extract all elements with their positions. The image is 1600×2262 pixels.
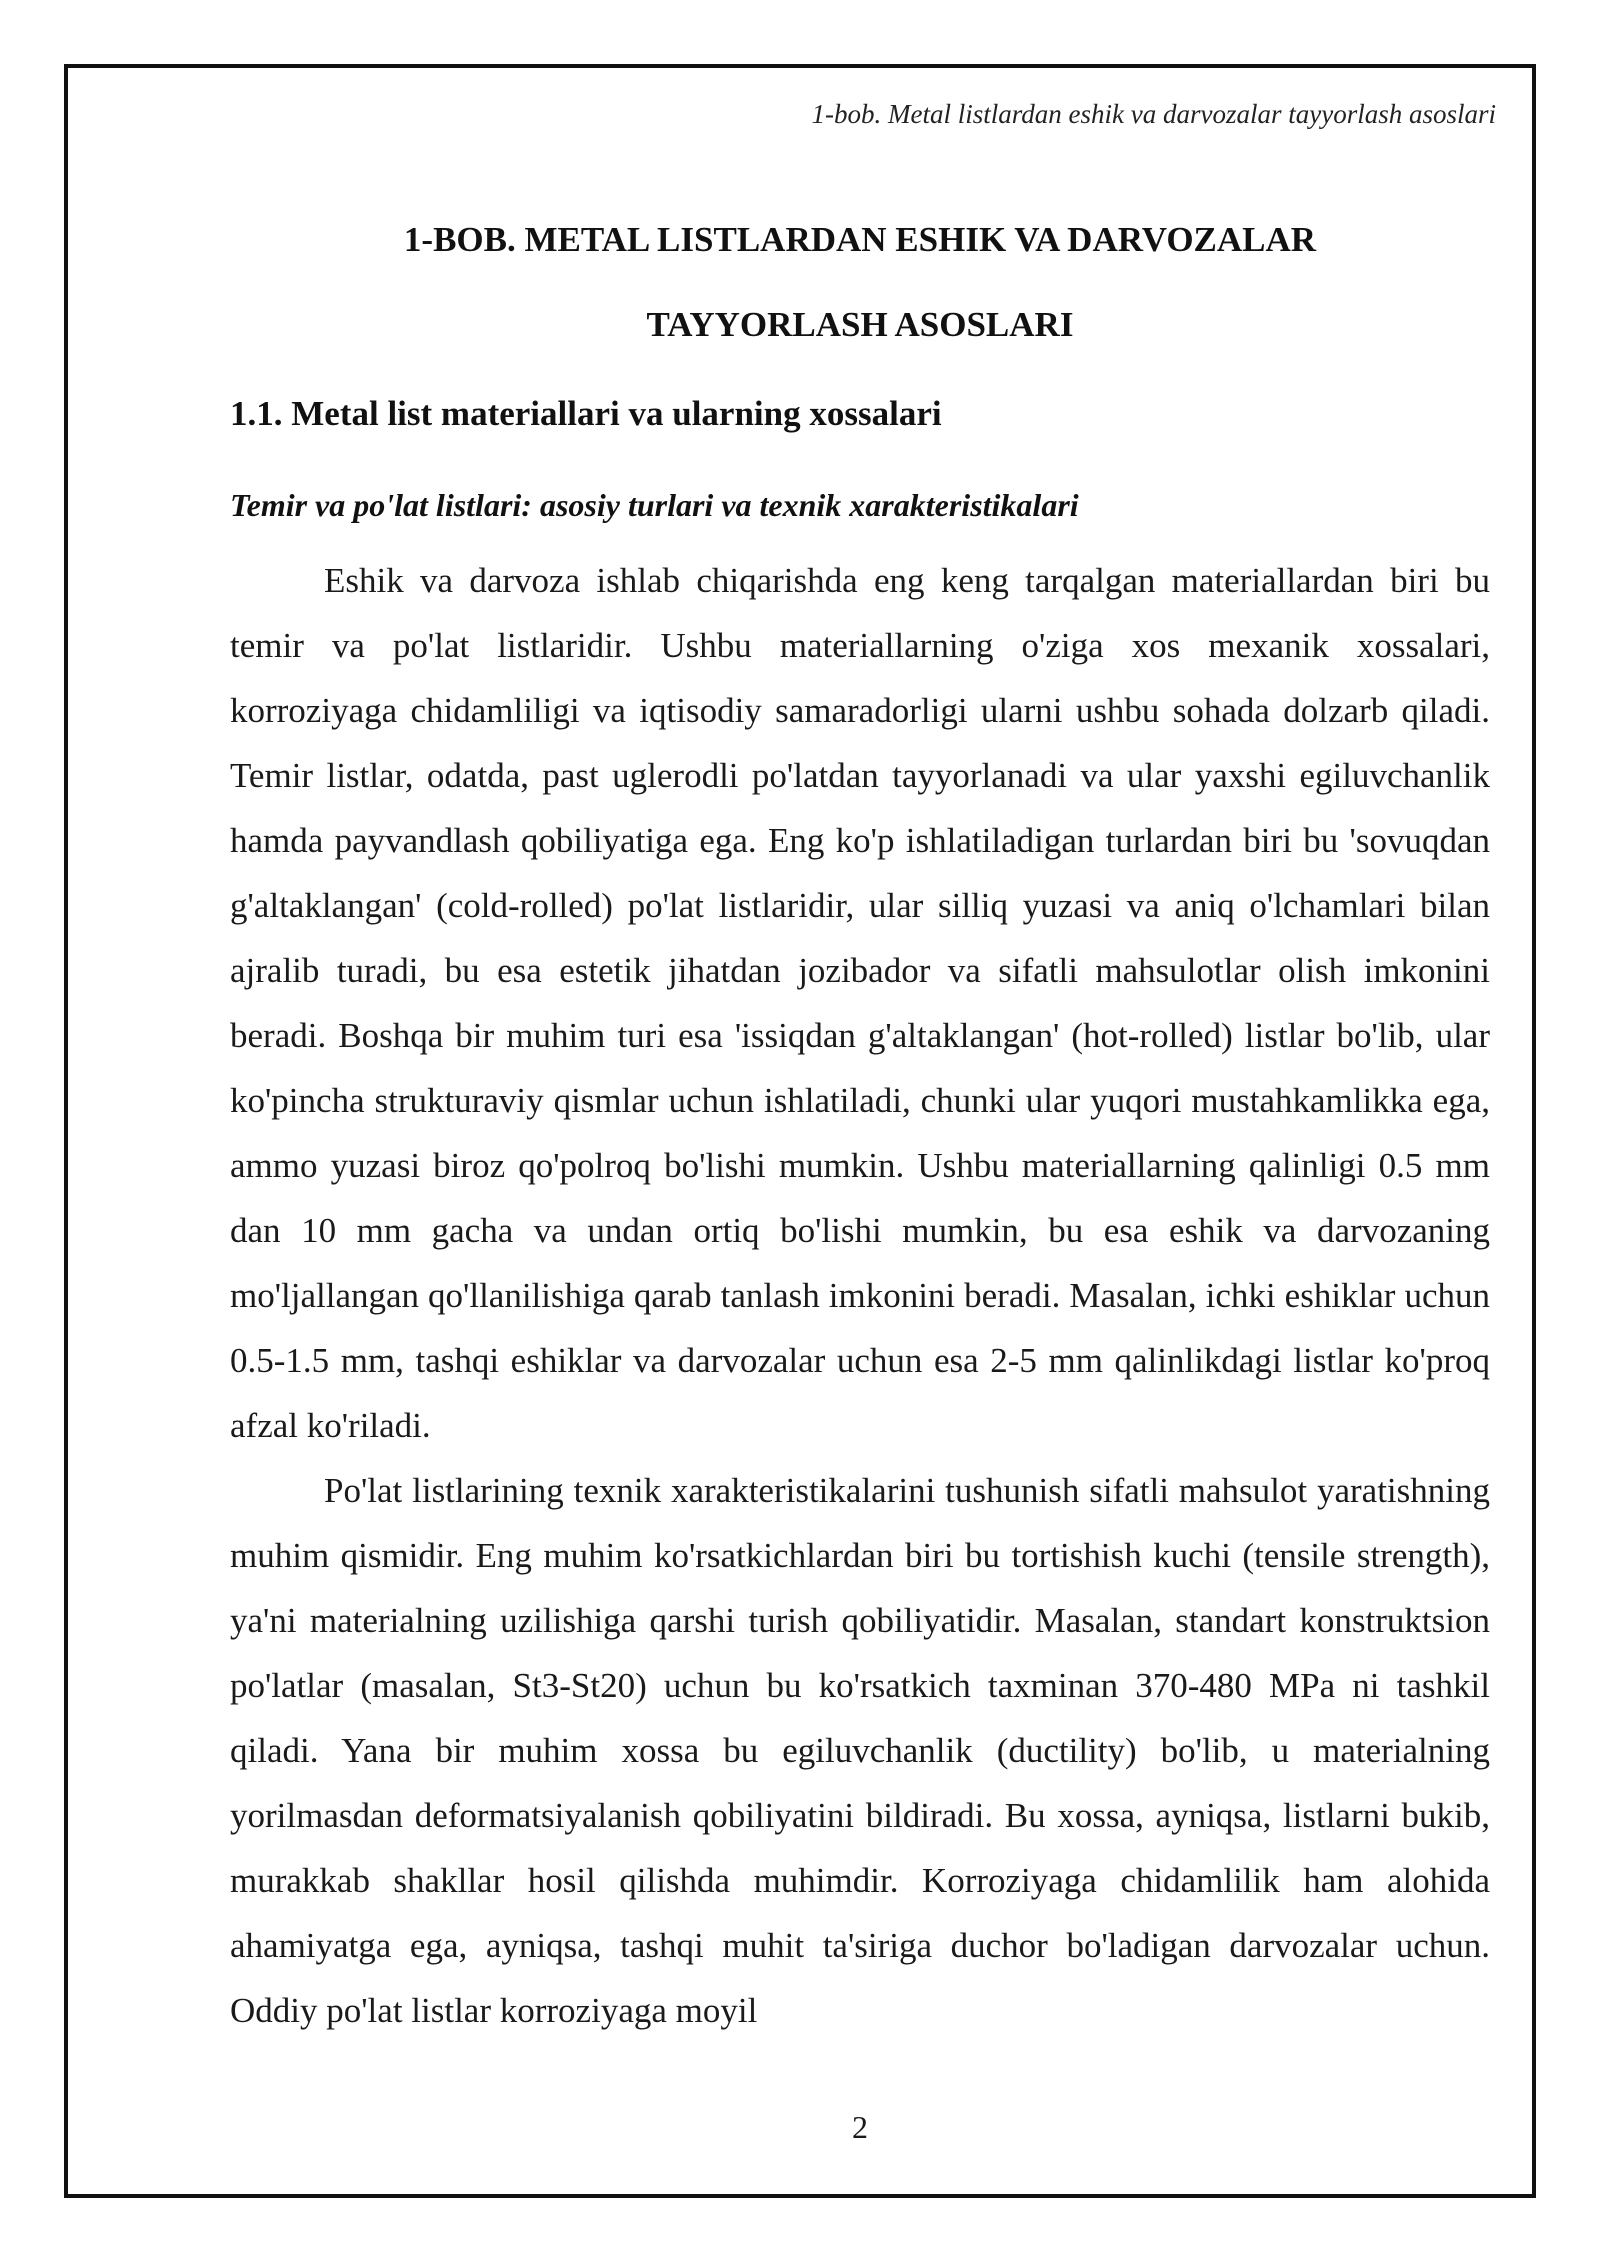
chapter-title-line-2: TAYYORLASH ASOSLARI [646, 305, 1074, 344]
running-header: 1-bob. Metal listlardan eshik va darvozalar tayyorlash asoslari [811, 99, 1496, 129]
paragraph: Po'lat listlarining texnik xarakteristikalarini tushunish sifatli mahsulot yaratishning muhim qismidir. Eng muhim ko'rsatkichlardan biri bu tortishish kuchi (tensile strength), ya'ni materialning uzilishiga qarshi turish qobiliyatidir. Masalan, standart konstruktsion po'latlar (masalan, St3-St20) uchun bu ko'rsatkich taxminan 370-480 MPa ni tashkil qiladi. Yana bir muhim xossa bu egiluvchanlik (ductility) bo'lib, u materialning yorilmasdan deformatsiyalanish qobiliyatini bildiradi. Bu xossa, ayniqsa, listlarni bukib, murakkab shakllar hosil qilishda muhimdir. Korroziyaga chidamlilik ham alohida ahamiyatga ega, ayniqsa, tashqi muhit ta'siriga duchor bo'ladigan darvozalar uchun. Oddiy po'lat listlar korroziyaga moyil [230, 1471, 1490, 2030]
section-title: 1.1. Metal list materiallari va ularning xossalari [230, 394, 942, 433]
body-text [230, 548, 1490, 2043]
paragraph: Eshik va darvoza ishlab chiqarishda eng keng tarqalgan materiallardan biri bu temir va po'lat listlaridir. Ushbu materiallarning o'ziga xos mexanik xossalari, korroziyaga chidamliligi va iqtisodiy samaradorligi ularni ushbu sohada dolzarb qiladi. Temir listlar, odatda, past uglerodli po'latdan tayyorlanadi va ular yaxshi egiluvchanlik hamda payvandlash qobiliyatiga ega. Eng ko'p ishlatiladigan turlardan biri bu 'sovuqdan g'altaklangan' (cold-rolled) po'lat listlaridir, ular silliq yuzasi va aniq o'lchamlari bilan ajralib turadi, bu esa estetik jihatdan jozibador va sifatli mahsulotlar olish imkonini beradi. Boshqa bir muhim turi esa 'issiqdan g'altaklangan' (hot-rolled) listlar bo'lib, ular ko'pincha strukturaviy qismlar uchun ishlatiladi, chunki ular yuqori mustahkamlikka ega, ammo yuzasi biroz qo'polroq bo'lishi mumkin. Ushbu materiallarning qalinligi 0.5 mm dan 10 mm gacha va undan ortiq bo'lishi mumkin, bu esa eshik va darvozaning mo'ljallangan qo'llanilishiga qarab tanlash imkonini beradi. Masalan, ichki eshiklar uchun 0.5-1.5 mm, tashqi eshiklar va darvozalar uchun esa 2-5 mm qalinlikdagi listlar ko'proq afzal ko'riladi. [230, 561, 1490, 1445]
chapter-title [230, 212, 1490, 382]
subsection-title: Temir va po'lat listlari: asosiy turlari va texnik xarakteristikalari [230, 487, 1079, 523]
chapter-title-line-1: 1-BOB. METAL LISTLARDAN ESHIK VA DARVOZALAR [403, 220, 1317, 259]
page-number: 2 [852, 2109, 868, 2145]
